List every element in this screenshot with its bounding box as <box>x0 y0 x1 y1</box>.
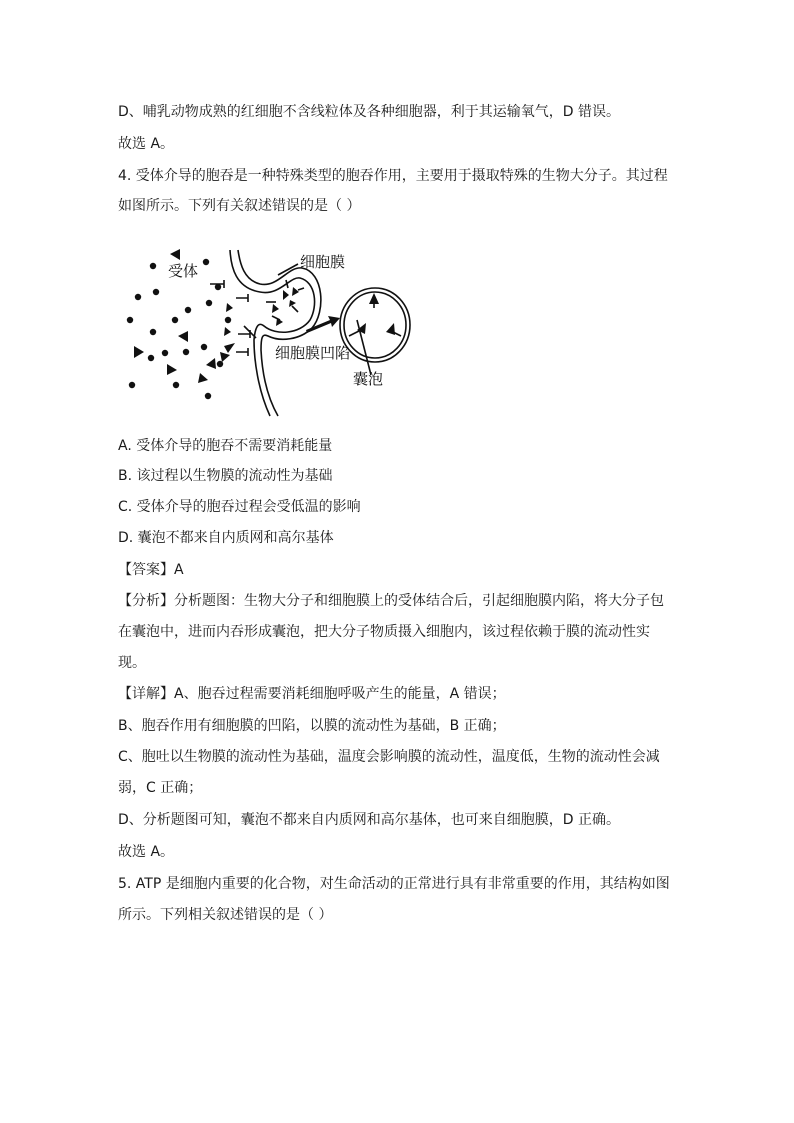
question-4-stem-line-1: 4. 受体介导的胞吞是一种特殊类型的胞吞作用，主要用于摄取特殊的生物大分子。其过程 <box>118 168 668 184</box>
endocytosis-diagram <box>120 240 430 420</box>
analysis-line-1: 【分析】分析题图：生物大分子和细胞膜上的受体结合后，引起细胞膜内陷，将大分子包 <box>118 593 664 609</box>
label-vesicle: 囊泡 <box>353 370 384 388</box>
detail-line-4: 弱，C 正确； <box>118 780 203 796</box>
text-line-d-option: D、哺乳动物成熟的红细胞不含线粒体及各种细胞器，利于其运输氧气，D 错误。 <box>118 104 621 120</box>
option-b: B. 该过程以生物膜的流动性为基础 <box>118 468 333 484</box>
analysis-line-2: 在囊泡中，进而内吞形成囊泡，把大分子物质摄入细胞内，该过程依赖于膜的流动性实 <box>118 624 650 640</box>
detail-line-5: D、分析题图可知，囊泡不都来自内质网和高尔基体，也可来自细胞膜，D 正确。 <box>118 812 621 828</box>
answer-line: 【答案】A <box>118 562 184 578</box>
analysis-line-3: 现。 <box>118 655 146 671</box>
detail-line-3: C、胞吐以生物膜的流动性为基础，温度会影响膜的流动性，温度低，生物的流动性会减 <box>118 749 660 765</box>
option-a: A. 受体介导的胞吞不需要消耗能量 <box>118 438 333 454</box>
detail-line-1: 【详解】A、胞吞过程需要消耗细胞呼吸产生的能量，A 错误； <box>118 686 506 702</box>
label-membrane-pit: 细胞膜凹陷 <box>275 344 351 362</box>
text-line-choose-a: 故选 A。 <box>118 136 175 152</box>
label-receptor: 受体 <box>168 262 199 280</box>
question-5-stem-line-2: 所示。下列相关叙述错误的是（ ） <box>118 907 333 923</box>
question-5-stem-line-1: 5. ATP 是细胞内重要的化合物，对生命活动的正常进行具有非常重要的作用，其结构如图 <box>118 876 670 892</box>
option-d: D. 囊泡不都来自内质网和高尔基体 <box>118 530 334 546</box>
question-4-stem-line-2: 如图所示。下列有关叙述错误的是（ ） <box>118 198 361 214</box>
option-c: C. 受体介导的胞吞过程会受低温的影响 <box>118 499 361 515</box>
text-line-choose-a-end: 故选 A。 <box>118 844 175 860</box>
label-cell-membrane: 细胞膜 <box>300 253 346 271</box>
detail-line-2: B、胞吞作用有细胞膜的凹陷，以膜的流动性为基础，B 正确； <box>118 718 506 734</box>
